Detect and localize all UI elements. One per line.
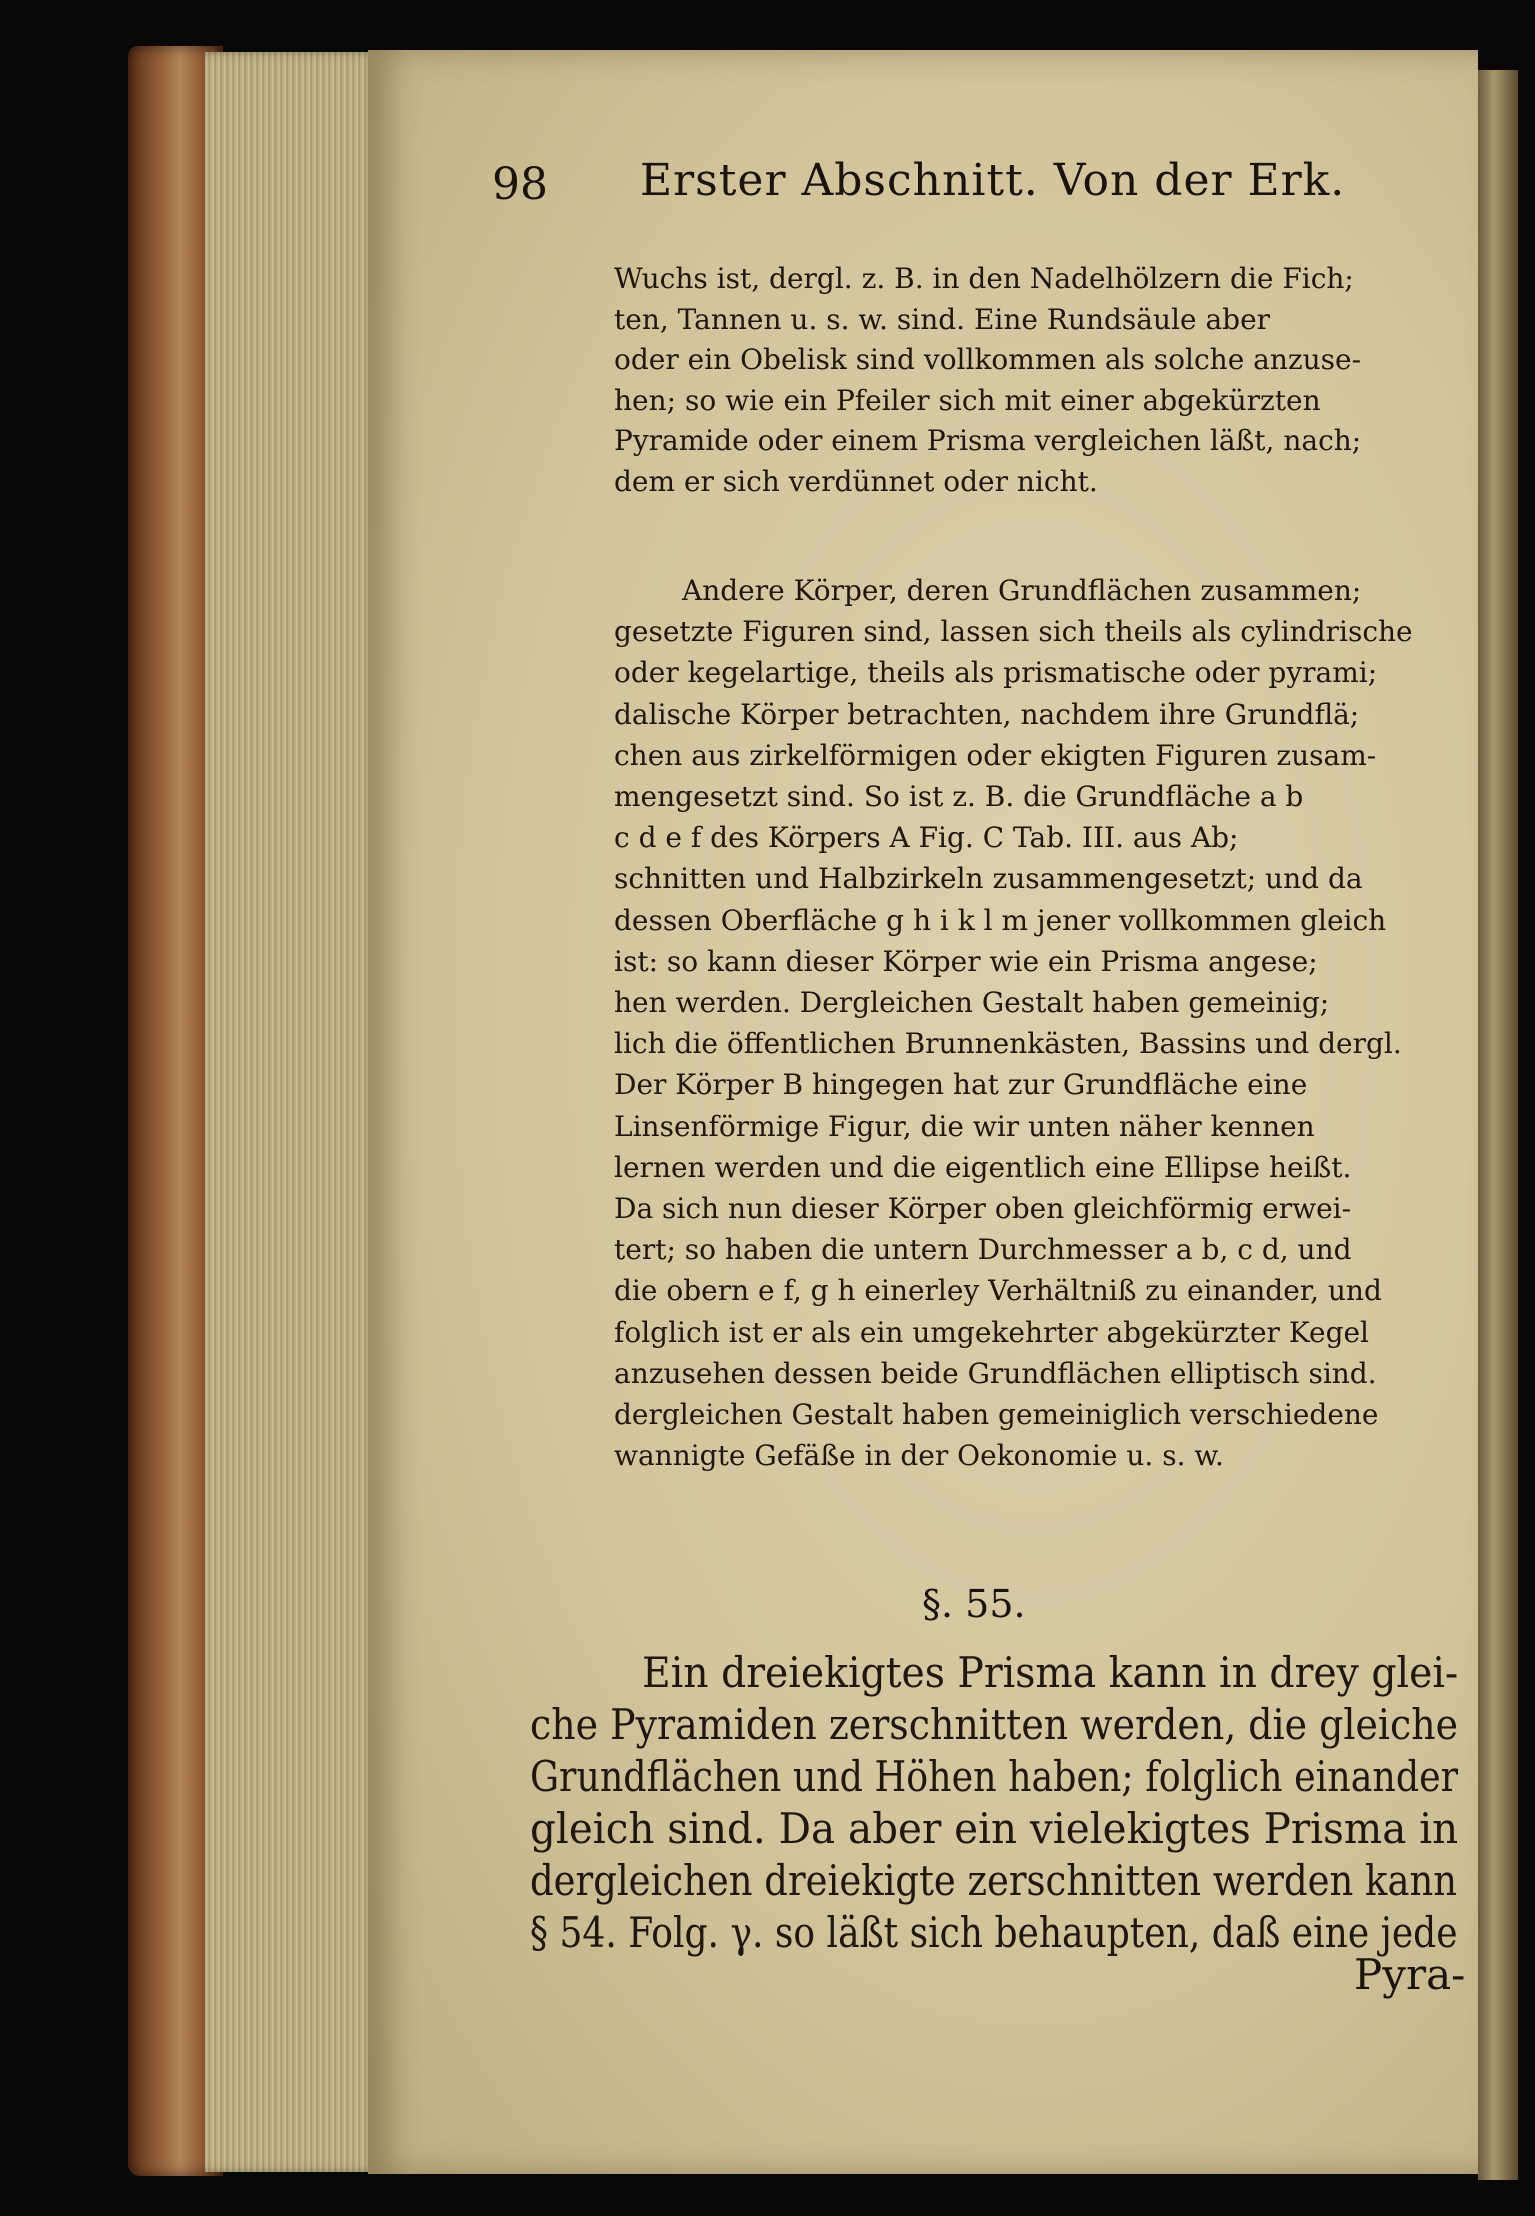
text-line: gleich sind. Da aber ein vielekigtes Prisma in	[530, 1804, 1459, 1853]
catchword: Pyra-	[1354, 1950, 1466, 1999]
text-line: dergleichen Gestalt haben gemeiniglich verschiedene	[614, 1398, 1379, 1431]
text-line: schnitten und Halbzirkeln zusammengesetzt; und da	[614, 862, 1363, 896]
text-line: gesetzte Figuren sind, lassen sich theils als cylindrische	[614, 615, 1413, 649]
text-line: § 54. Folg. γ. so läßt sich behaupten, daß eine jede	[530, 1908, 1458, 1957]
text-line: dem er sich verdünnet oder nicht.	[614, 464, 1098, 498]
page-number: 98	[492, 159, 548, 210]
text-line: Wuchs ist, dergl. z. B. in den Nadelhölzern die Fich;	[614, 262, 1354, 295]
text-line: Da sich nun dieser Körper oben gleichförmig erwei-	[614, 1192, 1352, 1225]
text-line: mengesetzt sind. So ist z. B. die Grundfläche a b	[614, 780, 1304, 813]
text-line: tert; so haben die untern Durchmesser a b, c d, und	[614, 1233, 1352, 1267]
text-line: ten, Tannen u. s. w. sind. Eine Rundsäule aber	[614, 302, 1271, 336]
text-line: lich die öffentlichen Brunnenkästen, Bassins und dergl.	[614, 1027, 1402, 1061]
text-line: ist: so kann dieser Körper wie ein Prisma angese;	[614, 944, 1318, 978]
facing-page-edge	[1478, 70, 1518, 2180]
text-line: hen; so wie ein Pfeiler sich mit einer abgekürzten	[614, 383, 1321, 417]
running-header	[492, 155, 1452, 215]
text-line: dergleichen dreiekigte zerschnitten werden kann	[530, 1856, 1458, 1905]
text-line: lernen werden und die eigentlich eine Ellipse heißt.	[614, 1150, 1352, 1184]
text-line: oder kegelartige, theils als prismatische oder pyrami;	[614, 656, 1378, 690]
text-line: dalische Körper betrachten, nachdem ihre Grundflä;	[614, 697, 1360, 731]
text-line: chen aus zirkelförmigen oder ekigten Figuren zusam-	[614, 738, 1377, 772]
text-line: Andere Körper, deren Grundflächen zusammen;	[682, 574, 1362, 607]
text-line: oder ein Obelisk sind vollkommen als solche anzuse-	[614, 343, 1362, 376]
text-line: die obern e f, g h einerley Verhältniß zu einander, und	[614, 1274, 1382, 1308]
text-line: Linsenförmige Figur, die wir unten näher kennen	[614, 1109, 1315, 1143]
text-line: che Pyramiden zerschnitten werden, die gleiche	[530, 1700, 1459, 1749]
text-line: c d e f des Körpers A Fig. C Tab. III. aus Ab;	[614, 821, 1239, 855]
text-line: anzusehen dessen beide Grundflächen elliptisch sind.	[614, 1356, 1377, 1390]
text-line: folglich ist er als ein umgekehrter abgekürzter Kegel	[614, 1315, 1370, 1349]
section-heading: §. 55.	[922, 1582, 1026, 1626]
running-title: Erster Abschnitt. Von der Erk.	[640, 155, 1346, 206]
text-line: dessen Oberfläche g h i k l m jener vollkommen gleich	[614, 903, 1387, 937]
page-edges	[205, 52, 380, 2172]
text-line: hen werden. Dergleichen Gestalt haben gemeinig;	[614, 986, 1330, 1019]
text-line: Grundflächen und Höhen haben; folglich einander	[530, 1752, 1459, 1801]
text-line: Der Körper B hingegen hat zur Grundfläche eine	[614, 1068, 1308, 1102]
text-line: Pyramide oder einem Prisma vergleichen läßt, nach;	[614, 424, 1362, 457]
text-line: Ein dreiekigtes Prisma kann in drey glei-	[642, 1648, 1459, 1697]
text-line: wannigte Gefäße in der Oekonomie u. s. w.	[614, 1439, 1224, 1473]
